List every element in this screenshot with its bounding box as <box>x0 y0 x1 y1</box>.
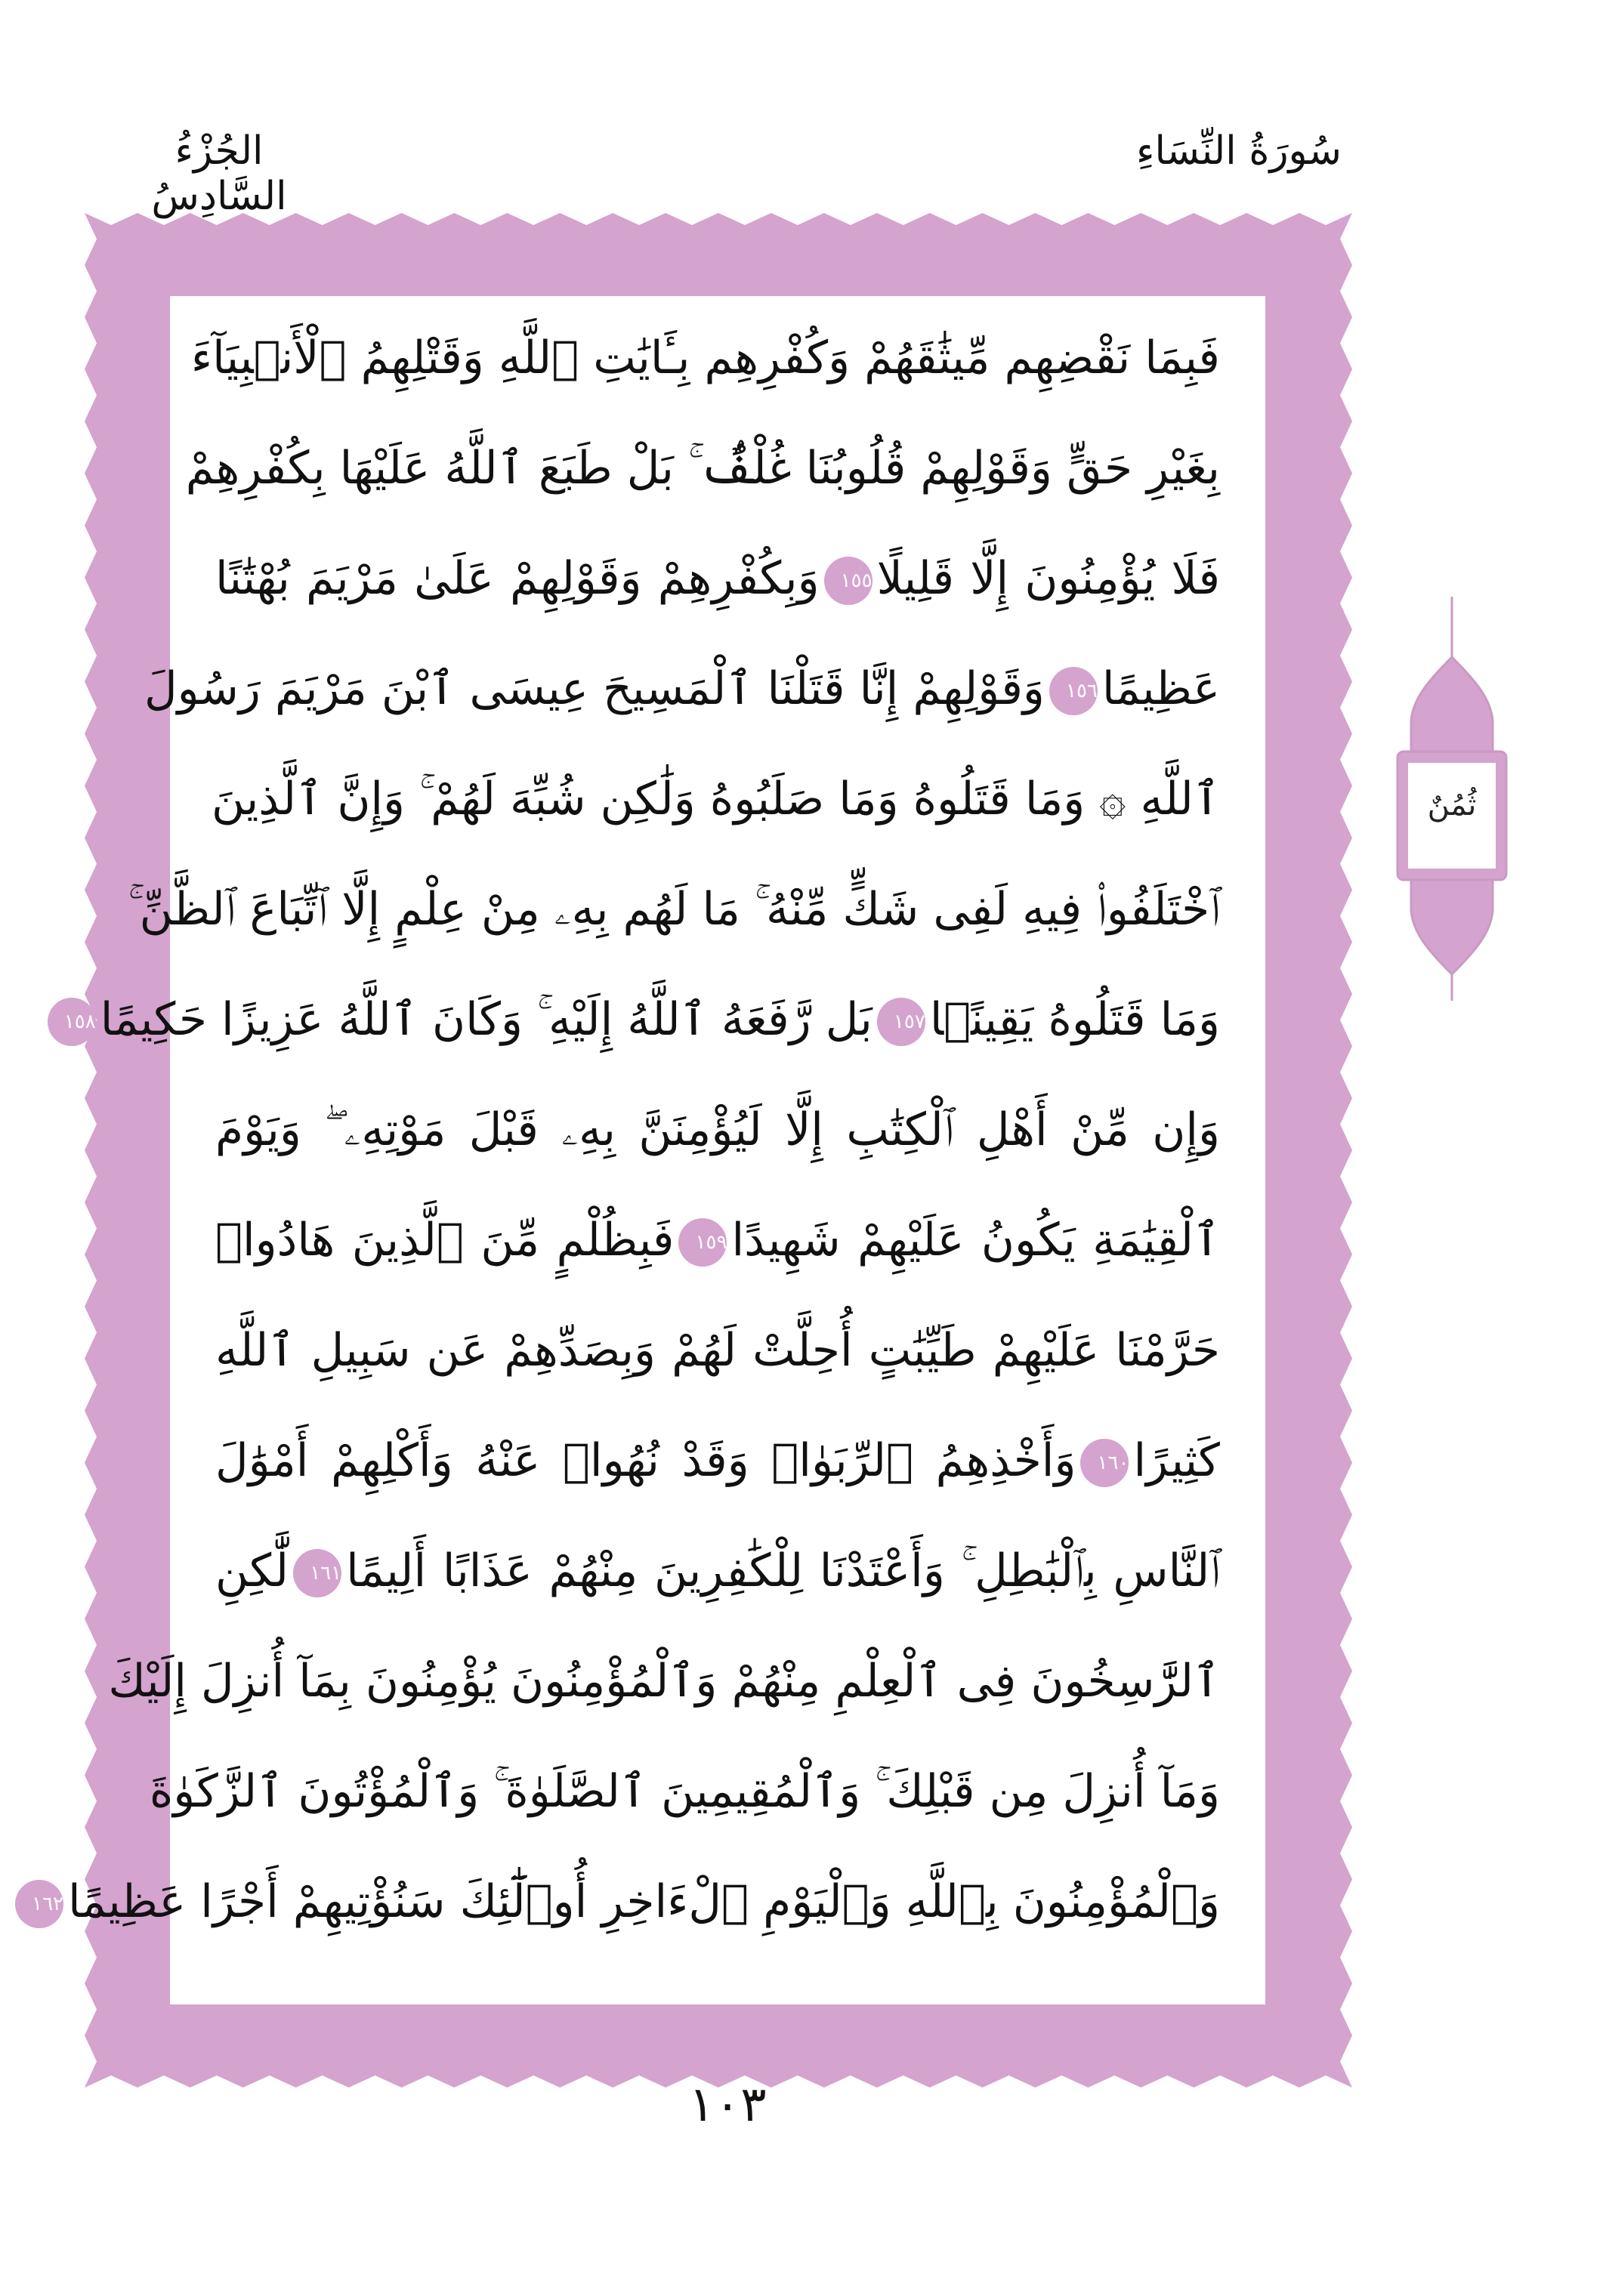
verse-line <box>211 746 1220 852</box>
verse-line <box>215 1518 1220 1624</box>
hizb-label: ثُمُنٌ <box>1427 788 1477 822</box>
verse-text: ٱللَّهِ ۞ وَمَا قَتَلُوهُ وَمَا صَلَبُوهُ وَلَٰكِن شُبِّهَ لَهُمْ ۚ وَإِنَّ ٱلَّذِينَ <box>211 773 1220 826</box>
verse-text: حَرَّمْنَا عَلَيْهِمْ طَيِّبَٰتٍ أُحِلَّتْ لَهُمْ وَبِصَدِّهِمْ عَن سَبِيلِ ٱللَّهِ <box>215 1324 1220 1377</box>
ayah-number-marker: ١٥٥ <box>824 557 872 605</box>
verse-line <box>144 636 1220 742</box>
verse-text: وَبِكُفْرِهِمْ وَقَوْلِهِمْ عَلَىٰ مَرْيَمَ بُهْتَٰنًا <box>215 552 820 605</box>
ayah-number-marker: ١٥٨ <box>48 998 96 1046</box>
ayah-number-marker: ١٥٩ <box>678 1218 727 1267</box>
verse-text: وَمَا قَتَلُوهُ يَقِينًۢا <box>929 993 1220 1046</box>
verse-line <box>215 1187 1220 1293</box>
verse-text: وَمَآ أُنزِلَ مِن قَبْلِكَ ۚ وَٱلْمُقِيمِينَ ٱلصَّلَوٰةَ ۚ وَٱلْمُؤْتُونَ ٱلزَّكَوٰةَ <box>149 1765 1220 1818</box>
juz-name: الجُزْءُ السَّادِسُ <box>151 128 287 219</box>
verse-line <box>32 1849 1220 1955</box>
ayah-number-marker: ١٥٧ <box>877 998 925 1046</box>
verse-text: لَّٰكِنِ <box>215 1545 289 1597</box>
verse-text: بِغَيْرِ حَقٍّ وَقَوْلِهِمْ قُلُوبُنَا غُلْفٌۢ ۚ بَلْ طَبَعَ ٱللَّهُ عَلَيْهَا بِكُفْرِهِمْ <box>185 442 1220 495</box>
verse-text: فَبِمَا نَقْضِهِم مِّيثَٰقَهُمْ وَكُفْرِهِم بِـَٔايَٰتِ ٱللَّهِ وَقَتْلِهِمُ ٱلْأَنۢبِيَآءَ <box>190 332 1220 384</box>
verse-text: عَظِيمًا <box>1101 662 1220 715</box>
verse-text: وَٱلْمُؤْمِنُونَ بِٱللَّهِ وَٱلْيَوْمِ ٱلْءَاخِرِ أُو۟لَٰٓئِكَ سَنُؤْتِيهِمْ أَجْرًا عَظِيمًا <box>68 1875 1220 1928</box>
text-panel <box>32 296 1265 2004</box>
verse-text: فَبِظُلْمٍ مِّنَ ٱلَّذِينَ هَادُوا۟ <box>215 1214 675 1267</box>
verse-text: ٱخْتَلَفُوا۟ فِيهِ لَفِى شَكٍّ مِّنْهُ ۚ مَا لَهُم بِهِۦ مِنْ عِلْمٍ إِلَّا ٱتِّبَاعَ ٱلظَّنِّ ۚ <box>128 883 1220 936</box>
verse-text: كَثِيرًا <box>1133 1434 1220 1487</box>
verse-line <box>190 305 1220 411</box>
ayah-number-marker: ١٦٢ <box>15 1880 63 1928</box>
verse-line <box>185 415 1220 521</box>
verse-text: ٱلْقِيَٰمَةِ يَكُونُ عَلَيْهِمْ شَهِيدًا <box>731 1214 1221 1267</box>
ayah-number-marker: ١٦١ <box>293 1549 341 1597</box>
surah-name: سُورَةُ النِّسَاءِ <box>1136 128 1342 174</box>
verse-line <box>215 526 1220 631</box>
verse-text: بَل رَّفَعَهُ ٱللَّهُ إِلَيْهِ ۚ وَكَانَ ٱللَّهُ عَزِيزًا حَكِيمًا <box>100 993 872 1046</box>
verse-text: ٱلرَّٰسِخُونَ فِى ٱلْعِلْمِ مِنْهُمْ وَٱلْمُؤْمِنُونَ يُؤْمِنُونَ بِمَآ أُنزِلَ إِلَيْكَ <box>108 1655 1220 1708</box>
verse-text: ٱلنَّاسِ بِٱلْبَٰطِلِ ۚ وَأَعْتَدْنَا لِلْكَٰفِرِينَ مِنْهُمْ عَذَابًا أَلِيمًا <box>346 1545 1220 1597</box>
verse-line <box>63 967 1220 1072</box>
verse-text: وَأَخْذِهِمُ ٱلرِّبَوٰا۟ وَقَدْ نُهُوا۟ عَنْهُ وَأَكْلِهِمْ أَمْوَٰلَ <box>215 1434 1076 1487</box>
verse-line <box>128 856 1220 962</box>
verse-line <box>149 1739 1220 1844</box>
ayah-number-marker: ١٥٦ <box>1049 667 1098 715</box>
verse-line <box>215 1408 1220 1514</box>
verse-text: وَإِن مِّنْ أَهْلِ ٱلْكِتَٰبِ إِلَّا لَيُؤْمِنَنَّ بِهِۦ قَبْلَ مَوْتِهِۦ ۖ وَيَوْمَ <box>215 1103 1220 1156</box>
verse-line <box>108 1628 1220 1734</box>
verse-text: فَلَا يُؤْمِنُونَ إِلَّا قَلِيلًا <box>876 552 1221 605</box>
verse-line <box>215 1077 1220 1183</box>
page-number: ١٠٣ <box>688 2077 767 2133</box>
verse-line <box>215 1298 1220 1403</box>
verse-text: وَقَوْلِهِمْ إِنَّا قَتَلْنَا ٱلْمَسِيحَ عِيسَى ٱبْنَ مَرْيَمَ رَسُولَ <box>144 662 1045 715</box>
ayah-number-marker: ١٦٠ <box>1080 1439 1129 1487</box>
